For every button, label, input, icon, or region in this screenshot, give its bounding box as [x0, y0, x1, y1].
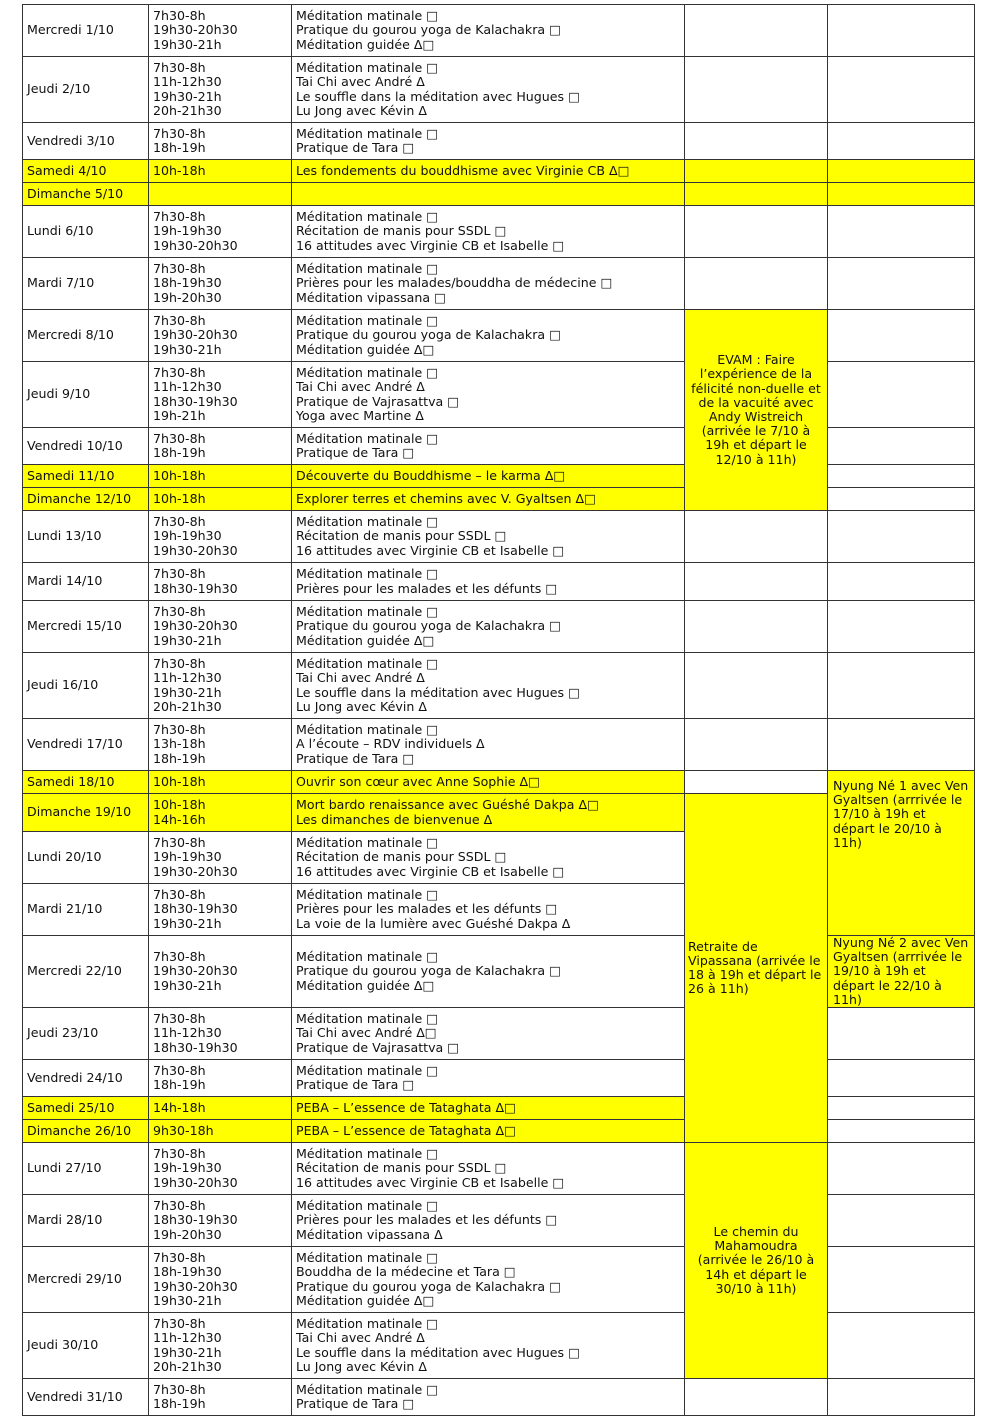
day-cell: Vendredi 31/10 [23, 1379, 149, 1416]
activities-cell: Méditation matinale □ Pratique de Tara □ [292, 123, 685, 160]
day-cell: Lundi 20/10 [23, 832, 149, 884]
times-cell: 7h30-8h 19h30-20h30 19h30-21h [149, 5, 292, 57]
extra-cell-empty [828, 123, 975, 160]
extra-cell-empty [828, 1195, 975, 1247]
schedule-row [23, 206, 975, 258]
event-cell-empty [685, 771, 828, 794]
times-cell: 7h30-8h 19h30-20h30 19h30-21h [149, 936, 292, 1008]
schedule-row-weekend [23, 465, 975, 488]
extra-cell-empty [828, 5, 975, 57]
schedule-row-weekend [23, 1097, 975, 1120]
event-cell-empty [685, 183, 828, 206]
activities-cell: Les fondements du bouddhisme avec Virginie CB Δ□ [292, 160, 685, 183]
day-cell: Mardi 7/10 [23, 258, 149, 310]
activities-cell: Méditation matinale □ Tai Chi avec André Δ Le souffle dans la méditation avec Hugues □ Lu Jong avec Kévin Δ [292, 653, 685, 719]
schedule-row [23, 653, 975, 719]
times-cell: 7h30-8h 11h-12h30 18h30-19h30 [149, 1008, 292, 1060]
day-cell: Lundi 13/10 [23, 511, 149, 563]
extra-cell-empty [828, 160, 975, 183]
day-cell: Dimanche 26/10 [23, 1120, 149, 1143]
schedule-row [23, 511, 975, 563]
event-cell-empty [685, 719, 828, 771]
schedule-row [23, 362, 975, 428]
extra-cell-empty [828, 310, 975, 362]
activities-cell [292, 183, 685, 206]
event-cell-empty [685, 57, 828, 123]
activities-cell: Méditation matinale □ Tai Chi avec André Δ Le souffle dans la méditation avec Hugues □ Lu Jong avec Kévin Δ [292, 57, 685, 123]
day-cell: Jeudi 30/10 [23, 1313, 149, 1379]
extra-cell-empty [828, 57, 975, 123]
day-cell: Dimanche 5/10 [23, 183, 149, 206]
activities-cell: Méditation matinale □ Bouddha de la médecine et Tara □ Pratique du gourou yoga de Kalachakra □ Méditation guidée Δ□ [292, 1247, 685, 1313]
activities-cell: Méditation matinale □ Récitation de manis pour SSDL □ 16 attitudes avec Virginie CB et Isabelle □ [292, 1143, 685, 1195]
schedule-row [23, 1008, 975, 1060]
activities-cell: Méditation matinale □ Récitation de manis pour SSDL □ 16 attitudes avec Virginie CB et Isabelle □ [292, 832, 685, 884]
times-cell: 7h30-8h 18h-19h [149, 1379, 292, 1416]
event-cell-empty [685, 123, 828, 160]
activities-cell: Méditation matinale □ Prières pour les malades et les défunts □ [292, 563, 685, 601]
activities-cell: Méditation matinale □ Pratique de Tara □ [292, 428, 685, 465]
event-evam: EVAM : Faire l’expérience de la félicité non-duelle et de la vacuité avec Andy Wistreich (arrivée le 7/10 à 19h et départ le 12/10 à 11h) [685, 310, 828, 511]
activities-cell: Méditation matinale □ Tai Chi avec André Δ Le souffle dans la méditation avec Hugues □ Lu Jong avec Kévin Δ [292, 1313, 685, 1379]
times-cell: 7h30-8h 19h30-20h30 19h30-21h [149, 601, 292, 653]
schedule-row-weekend [23, 488, 975, 511]
times-cell: 7h30-8h 18h-19h [149, 123, 292, 160]
extra-cell-empty [828, 1313, 975, 1379]
times-cell: 7h30-8h 19h-19h30 19h30-20h30 [149, 832, 292, 884]
schedule-row [23, 719, 975, 771]
extra-cell-empty [828, 601, 975, 653]
times-cell: 7h30-8h 13h-18h 18h-19h [149, 719, 292, 771]
schedule-row [23, 1060, 975, 1097]
schedule-row [23, 1247, 975, 1313]
activities-cell: Mort bardo renaissance avec Guéshé Dakpa Δ□ Les dimanches de bienvenue Δ [292, 794, 685, 832]
extra-cell-empty [828, 206, 975, 258]
schedule-row [23, 601, 975, 653]
extra-cell-empty [828, 563, 975, 601]
day-cell: Jeudi 16/10 [23, 653, 149, 719]
activities-cell: Méditation matinale □ Pratique du gourou yoga de Kalachakra □ Méditation guidée Δ□ [292, 936, 685, 1008]
extra-cell-empty [828, 1143, 975, 1195]
day-cell: Mercredi 29/10 [23, 1247, 149, 1313]
monthly-schedule-table [22, 4, 975, 1416]
times-cell: 7h30-8h 11h-12h30 19h30-21h 20h-21h30 [149, 653, 292, 719]
extra-cell-empty [828, 1097, 975, 1120]
schedule-row [23, 563, 975, 601]
activities-cell: Méditation matinale □ Pratique du gourou yoga de Kalachakra □ Méditation guidée Δ□ [292, 310, 685, 362]
extra-cell-empty [828, 653, 975, 719]
activities-cell: Méditation matinale □ Récitation de manis pour SSDL □ 16 attitudes avec Virginie CB et Isabelle □ [292, 206, 685, 258]
times-cell: 9h30-18h [149, 1120, 292, 1143]
activities-cell: Méditation matinale □ A l’écoute – RDV individuels Δ Pratique de Tara □ [292, 719, 685, 771]
event-nyung-ne-1: Nyung Né 1 avec Ven Gyaltsen (arrrivée le 17/10 à 19h et départ le 20/10 à 11h) [828, 771, 975, 936]
day-cell: Lundi 27/10 [23, 1143, 149, 1195]
schedule-row [23, 936, 975, 1008]
day-cell: Dimanche 12/10 [23, 488, 149, 511]
times-cell: 7h30-8h 18h-19h [149, 1060, 292, 1097]
schedule-row-weekend [23, 183, 975, 206]
times-cell: 10h-18h [149, 465, 292, 488]
times-cell: 14h-18h [149, 1097, 292, 1120]
day-cell: Mardi 14/10 [23, 563, 149, 601]
schedule-row [23, 310, 975, 362]
activities-cell: Méditation matinale □ Prières pour les malades/bouddha de médecine □ Méditation vipassana □ [292, 258, 685, 310]
activities-cell: Méditation matinale □ Tai Chi avec André Δ□ Pratique de Vajrasattva □ [292, 1008, 685, 1060]
activities-cell: Méditation matinale □ Pratique de Tara □ [292, 1060, 685, 1097]
times-cell: 7h30-8h 19h-19h30 19h30-20h30 [149, 206, 292, 258]
extra-cell-empty [828, 511, 975, 563]
day-cell: Dimanche 19/10 [23, 794, 149, 832]
event-vipassana: Retraite de Vipassana (arrivée le 18 à 19h et départ le 26 à 11h) [685, 794, 828, 1143]
day-cell: Vendredi 17/10 [23, 719, 149, 771]
extra-cell-empty [828, 183, 975, 206]
times-cell: 10h-18h 14h-16h [149, 794, 292, 832]
schedule-row [23, 258, 975, 310]
day-cell: Jeudi 2/10 [23, 57, 149, 123]
schedule-row-weekend [23, 771, 975, 794]
times-cell: 7h30-8h 18h30-19h30 19h-20h30 [149, 1195, 292, 1247]
activities-cell: Méditation matinale □ Pratique du gourou yoga de Kalachakra □ Méditation guidée Δ□ [292, 601, 685, 653]
extra-cell-empty [828, 488, 975, 511]
event-cell-empty [685, 511, 828, 563]
day-cell: Mercredi 15/10 [23, 601, 149, 653]
day-cell: Mercredi 1/10 [23, 5, 149, 57]
activities-cell: Découverte du Bouddhisme – le karma Δ□ [292, 465, 685, 488]
times-cell: 7h30-8h 18h-19h [149, 428, 292, 465]
event-cell-empty [685, 206, 828, 258]
extra-cell-empty [828, 465, 975, 488]
times-cell: 7h30-8h 18h-19h30 19h-20h30 [149, 258, 292, 310]
extra-cell-empty [828, 258, 975, 310]
schedule-row [23, 57, 975, 123]
activities-cell: Méditation matinale □ Pratique de Tara □ [292, 1379, 685, 1416]
times-cell: 7h30-8h 19h-19h30 19h30-20h30 [149, 511, 292, 563]
event-cell-empty [685, 5, 828, 57]
day-cell: Jeudi 9/10 [23, 362, 149, 428]
day-cell: Samedi 25/10 [23, 1097, 149, 1120]
times-cell: 7h30-8h 11h-12h30 19h30-21h 20h-21h30 [149, 1313, 292, 1379]
times-cell: 10h-18h [149, 771, 292, 794]
event-mahamoudra: Le chemin du Mahamoudra (arrivée le 26/10 à 14h et départ le 30/10 à 11h) [685, 1143, 828, 1379]
day-cell: Vendredi 24/10 [23, 1060, 149, 1097]
activities-cell: Méditation matinale □ Tai Chi avec André Δ Pratique de Vajrasattva □ Yoga avec Martine Δ [292, 362, 685, 428]
times-cell: 7h30-8h 18h30-19h30 19h30-21h [149, 884, 292, 936]
times-cell: 7h30-8h 19h-19h30 19h30-20h30 [149, 1143, 292, 1195]
day-cell: Mardi 28/10 [23, 1195, 149, 1247]
schedule-row [23, 428, 975, 465]
day-cell: Samedi 4/10 [23, 160, 149, 183]
activities-cell: Méditation matinale □ Prières pour les malades et les défunts □ Méditation vipassana Δ [292, 1195, 685, 1247]
times-cell: 10h-18h [149, 160, 292, 183]
day-cell: Mercredi 22/10 [23, 936, 149, 1008]
day-cell: Samedi 11/10 [23, 465, 149, 488]
schedule-row [23, 1143, 975, 1195]
event-cell-empty [685, 563, 828, 601]
extra-cell-empty [828, 1379, 975, 1416]
extra-cell-empty [828, 1247, 975, 1313]
extra-cell-empty [828, 1120, 975, 1143]
event-cell-empty [685, 1379, 828, 1416]
activities-cell: PEBA – L’essence de Tataghata Δ□ [292, 1120, 685, 1143]
activities-cell: Méditation matinale □ Récitation de manis pour SSDL □ 16 attitudes avec Virginie CB et Isabelle □ [292, 511, 685, 563]
extra-cell-empty [828, 1008, 975, 1060]
event-cell-empty [685, 653, 828, 719]
schedule-row-weekend [23, 160, 975, 183]
event-cell-empty [685, 258, 828, 310]
schedule-row [23, 1195, 975, 1247]
times-cell: 7h30-8h 11h-12h30 18h30-19h30 19h-21h [149, 362, 292, 428]
day-cell: Mercredi 8/10 [23, 310, 149, 362]
times-cell: 10h-18h [149, 488, 292, 511]
times-cell: 7h30-8h 19h30-20h30 19h30-21h [149, 310, 292, 362]
schedule-row [23, 5, 975, 57]
event-cell-empty [685, 160, 828, 183]
event-cell-empty [685, 601, 828, 653]
day-cell: Jeudi 23/10 [23, 1008, 149, 1060]
activities-cell: Méditation matinale □ Pratique du gourou yoga de Kalachakra □ Méditation guidée Δ□ [292, 5, 685, 57]
extra-cell-empty [828, 719, 975, 771]
extra-cell-empty [828, 1060, 975, 1097]
times-cell: 7h30-8h 11h-12h30 19h30-21h 20h-21h30 [149, 57, 292, 123]
extra-cell-empty [828, 362, 975, 428]
event-nyung-ne-2: Nyung Né 2 avec Ven Gyaltsen (arrrivée le 19/10 à 19h et départ le 22/10 à 11h) [828, 936, 975, 1008]
day-cell: Samedi 18/10 [23, 771, 149, 794]
day-cell: Vendredi 3/10 [23, 123, 149, 160]
times-cell [149, 183, 292, 206]
schedule-row [23, 1313, 975, 1379]
activities-cell: Ouvrir son cœur avec Anne Sophie Δ□ [292, 771, 685, 794]
activities-cell: Explorer terres et chemins avec V. Gyaltsen Δ□ [292, 488, 685, 511]
activities-cell: Méditation matinale □ Prières pour les malades et les défunts □ La voie de la lumière avec Guéshé Dakpa Δ [292, 884, 685, 936]
schedule-row [23, 1379, 975, 1416]
day-cell: Lundi 6/10 [23, 206, 149, 258]
day-cell: Mardi 21/10 [23, 884, 149, 936]
extra-cell-empty [828, 428, 975, 465]
times-cell: 7h30-8h 18h-19h30 19h30-20h30 19h30-21h [149, 1247, 292, 1313]
schedule-row [23, 123, 975, 160]
activities-cell: PEBA – L’essence de Tataghata Δ□ [292, 1097, 685, 1120]
day-cell: Vendredi 10/10 [23, 428, 149, 465]
schedule-row-weekend [23, 1120, 975, 1143]
times-cell: 7h30-8h 18h30-19h30 [149, 563, 292, 601]
